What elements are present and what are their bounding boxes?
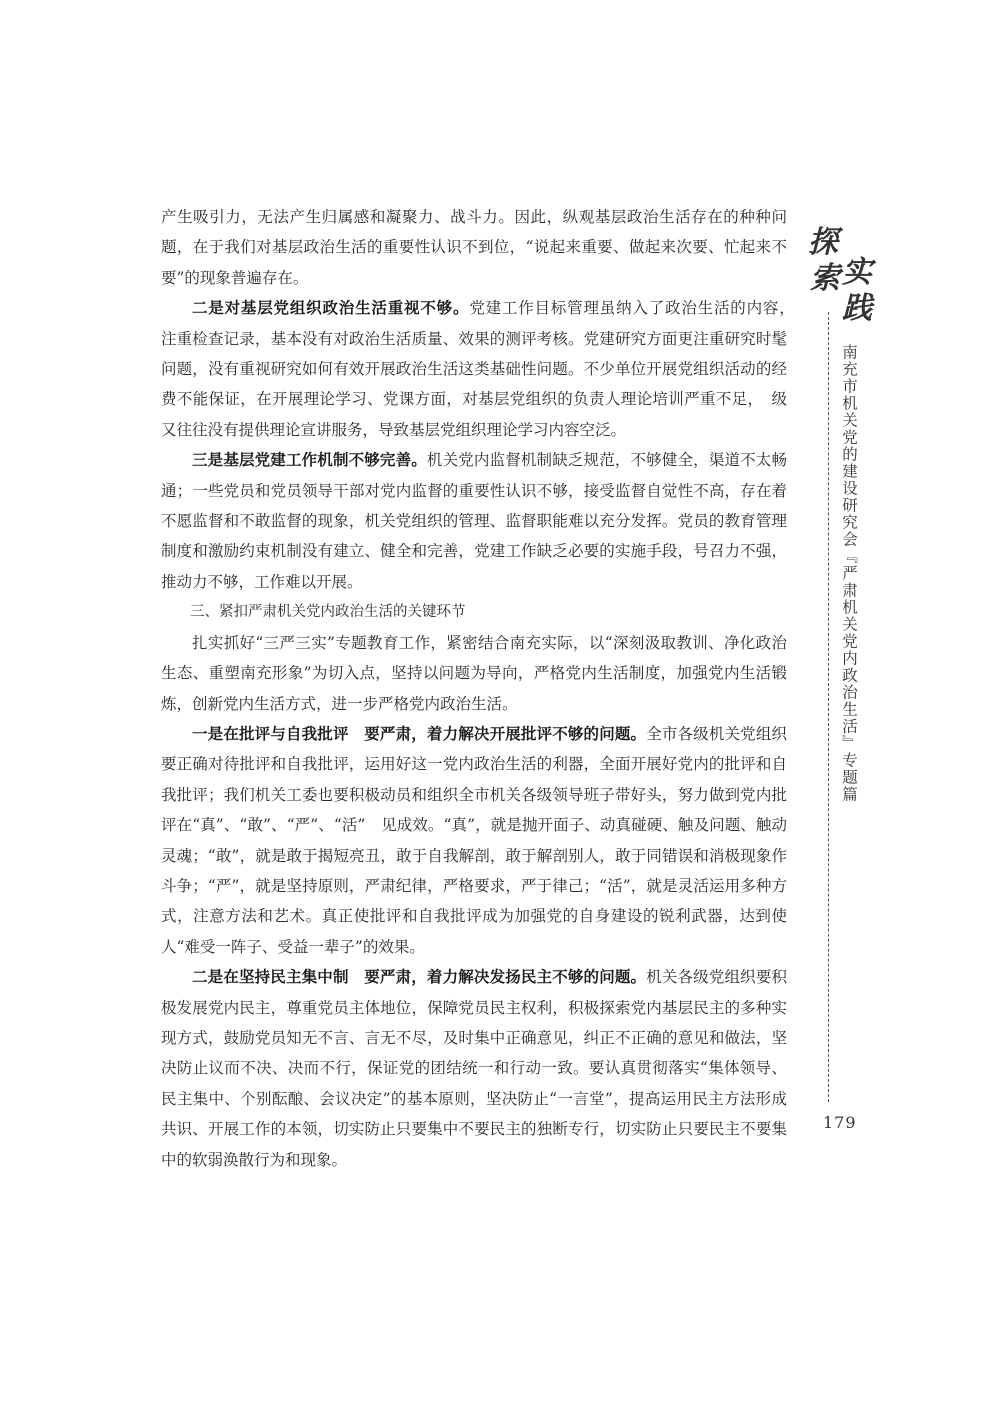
paragraph-3 — [161, 445, 787, 597]
margin-dashed-rule — [828, 312, 829, 1102]
paragraph-lead: 二是对基层党组织政治生活重视不够。 — [192, 298, 470, 318]
paragraph-1 — [161, 202, 787, 293]
paragraph-lead: 一是在批评与自我批评 要严肃，着力解决开展批评不够的问题。 — [192, 723, 647, 743]
section-heading: 三、紧扣严肃机关党内政治生活的关键环节 — [190, 604, 466, 621]
paragraph-lead: 三是基层党建工作机制不够完善。 — [192, 450, 427, 470]
paragraph-4 — [161, 628, 787, 719]
logo-char-2: 索 — [810, 261, 840, 296]
paragraph-text: 机关党内监督机制缺乏规范，不够健全，渠道不太畅通；一些党员和党员领导干部对党内监督的重要性认识不够，接受监督自觉性不高，存在着不愿监督和不敢监督的现象，机关党组织的管理、监督职能难以充分发挥。党员的教育管理制度和激励约束机制没有建立、健全和完善，党建工作缺乏必要的实施手段，号召力不强，推动力不够，工作难以开展。 — [161, 451, 787, 591]
paragraph-2 — [161, 293, 803, 445]
section-logo — [808, 225, 878, 338]
logo-char-4: 践 — [842, 291, 872, 326]
paragraph-text: 全市各级机关党组织要正确对待批评和自我批评，运用好这一党内政治生活的利器，全面开展好党内的批评和自我批评；我们机关工委也要积极动员和组织全市机关各级领导班子带好头，努力做到党内批评在“真”、“敢”、“严”、“活” 见成效。“真”，就是抛开面子、动真碰硬、触及问题、触动灵魂；“敢”，就是敢于揭短亮丑，敢于自我解剖，敢于解剖别人，敢于同错误和消极现象作斗争；“严”，就是坚持原则，严肃纪律，严格要求，严于律己；“活”，就是灵活运用多种方式，注意方法和艺术。真正使批评和自我批评成为加强党的自身建设的锐利武器，达到使人“难受一阵子、受益一辈子”的效果。 — [161, 724, 787, 956]
logo-char-3: 实 — [842, 255, 872, 290]
paragraph-text: 产生吸引力，无法产生归属感和凝聚力、战斗力。因此，纵观基层政治生活存在的种种问题，在于我们对基层政治生活的重要性认识不到位，“说起来重要、做起来次要、忙起来不要”的现象普遍存在。 — [161, 208, 787, 287]
paragraph-text: 机关各级党组织要积极发展党内民主，尊重党员主体地位，保障党员民主权利，积极探索党内基层民主的多种实现方式，鼓励党员知无不言、言无不尽，及时集中正确意见，纠正不正确的意见和做法，坚决防止议而不决、决而不行，保证党的团结统一和行动一致。要认真贯彻落实“集体领导、民主集中、个别酝酿、会议决定”的基本原则，坚决防止“一言堂”，提高运用民主方法形成共识、开展工作的本领，切实防止只要集中不要民主的独断专行，切实防止只要民主不要集中的软弱涣散行为和现象。 — [161, 968, 787, 1169]
paragraph-text: 扎实抓好“三严三实”专题教育工作，紧密结合南充实际，以“深刻汲取教训、净化政治生态、重塑南充形象”为切入点，坚持以问题为导向，严格党内生活制度，加强党内生活锻炼，创新党内生活方式，进一步严格党内政治生活。 — [161, 633, 787, 713]
paragraph-lead: 二是在坚持民主集中制 要严肃，着力解决发扬民主不够的问题。 — [192, 967, 647, 987]
page-number: 179 — [823, 1113, 857, 1132]
paragraph-5 — [161, 719, 787, 962]
body-text — [161, 202, 803, 1175]
running-section-title: 南充市机关党的建设研究会『严肃机关党内政治生活』专题篇 — [840, 344, 858, 803]
logo-char-1: 探 — [808, 225, 838, 260]
paragraph-text: 党建工作目标管理虽纳入了政治生活的内容， 注重检查记录，基本没有对政治生活质量、效果的测评考核。党建研究方面更注重研究时髦问题，没有重视研究如何有效开展政治生活这类基础性问题。不少单位开展党组织活动的经费不能保证，在开展理论学习、党课方面，对基层党组织的负责人理论培训严重不足， 级又往往没有提供理论宣讲服务，导致基层党组织理论学习内容空泛。 — [161, 299, 803, 439]
paragraph-6 — [161, 962, 787, 1175]
